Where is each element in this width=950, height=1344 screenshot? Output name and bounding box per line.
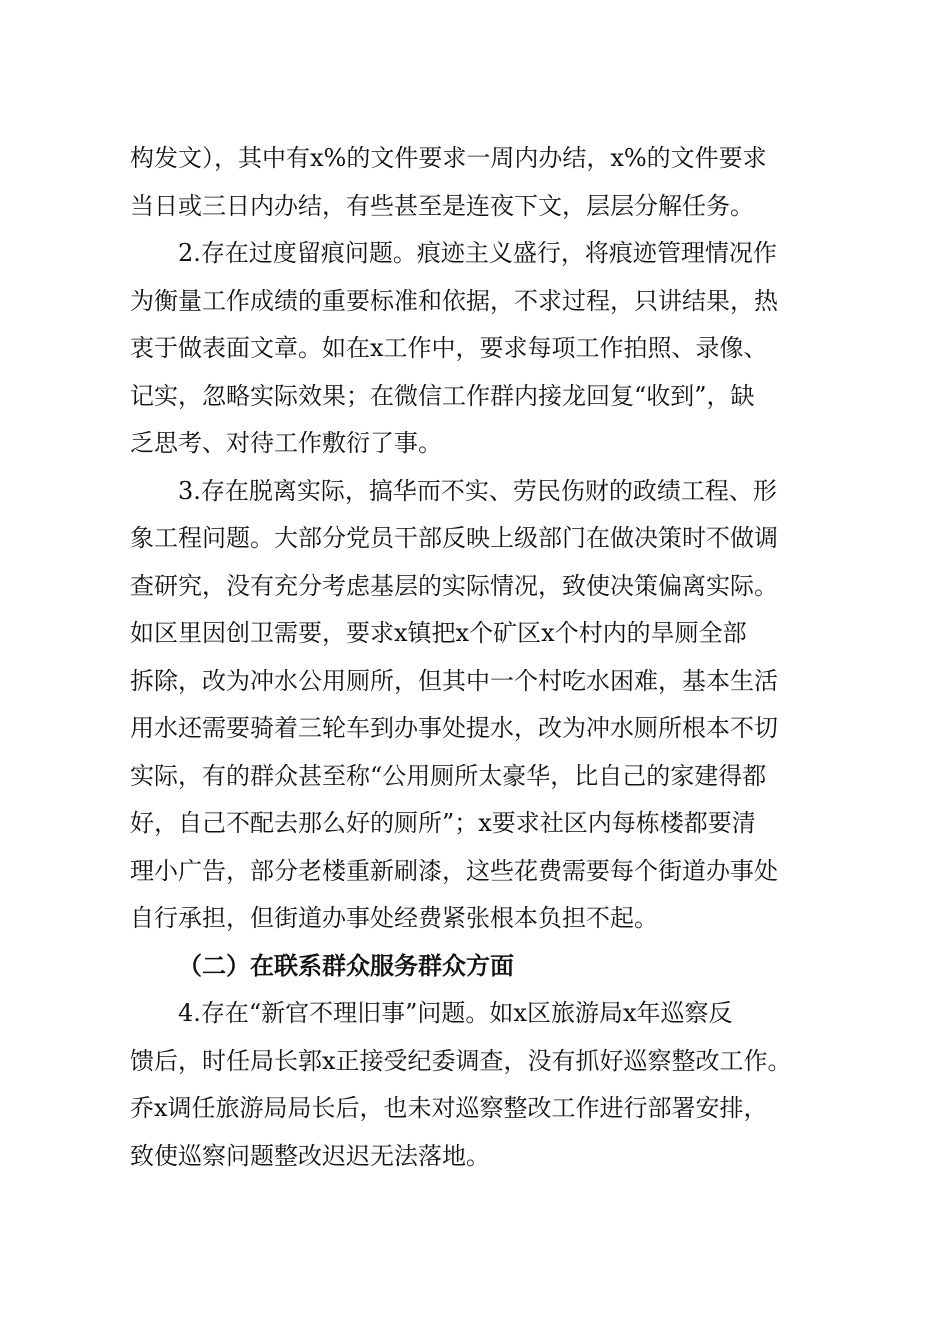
text-line: 馈后，时任局长郭x正接受纪委调查，没有抓好巡察整改工作。 xyxy=(130,1046,792,1075)
text-line: 乏思考、对待工作敷衍了事。 xyxy=(130,429,442,457)
text-line: 如区里因创卫需要，要求x镇把x个矿区x个村内的旱厕全部 xyxy=(130,619,747,647)
paragraph-start: 3.存在脱离实际，搞华而不实、劳民伤财的政绩工程、形 xyxy=(178,476,777,505)
text-line: 实际，有的群众甚至称“公用厕所太豪华，比自己的家建得都 xyxy=(130,761,767,790)
text-line: 自行承担，但街道办事处经费紧张根本负担不起。 xyxy=(130,904,658,932)
text-line: 查研究，没有充分考虑基层的实际情况，致使决策偏离实际。 xyxy=(130,571,778,600)
text-line: 记实，忽略实际效果；在微信工作群内接龙回复“收到”，缺 xyxy=(130,381,755,410)
paragraph-start: 4.存在“新官不理旧事”问题。如x区旅游局x年巡察反 xyxy=(178,999,733,1027)
paragraph-start: 2.存在过度留痕问题。痕迹主义盛行，将痕迹管理情况作 xyxy=(178,239,777,267)
text-line: 当日或三日内办结，有些甚至是连夜下文，层层分解任务。 xyxy=(130,191,754,220)
text-line: 象工程问题。大部分党员干部反映上级部门在做决策时不做调 xyxy=(130,524,778,552)
section-heading: （二）在联系群众服务群众方面 xyxy=(178,951,514,980)
text-line: 好，自己不配去那么好的厕所”；x要求社区内每栋楼都要清 xyxy=(130,809,756,837)
text-line: 乔x调任旅游局局长后，也未对巡察整改工作进行部署安排， xyxy=(130,1094,768,1122)
text-line: 衷于做表面文章。如在x工作中，要求每项工作拍照、录像、 xyxy=(130,334,768,362)
document-body xyxy=(130,135,830,1180)
text-line: 拆除，改为冲水公用厕所，但其中一个村吃水困难，基本生活 xyxy=(130,666,778,695)
text-line: 理小广告，部分老楼重新刷漆，这些花费需要每个街道办事处 xyxy=(130,856,778,885)
text-line: 构发文），其中有x%的文件要求一周内办结，x%的文件要求 xyxy=(130,144,767,172)
text-line: 为衡量工作成绩的重要标准和依据，不求过程，只讲结果，热 xyxy=(130,286,778,315)
text-line: 致使巡察问题整改迟迟无法落地。 xyxy=(130,1141,490,1170)
text-line: 用水还需要骑着三轮车到办事处提水，改为冲水厕所根本不切 xyxy=(130,714,778,742)
